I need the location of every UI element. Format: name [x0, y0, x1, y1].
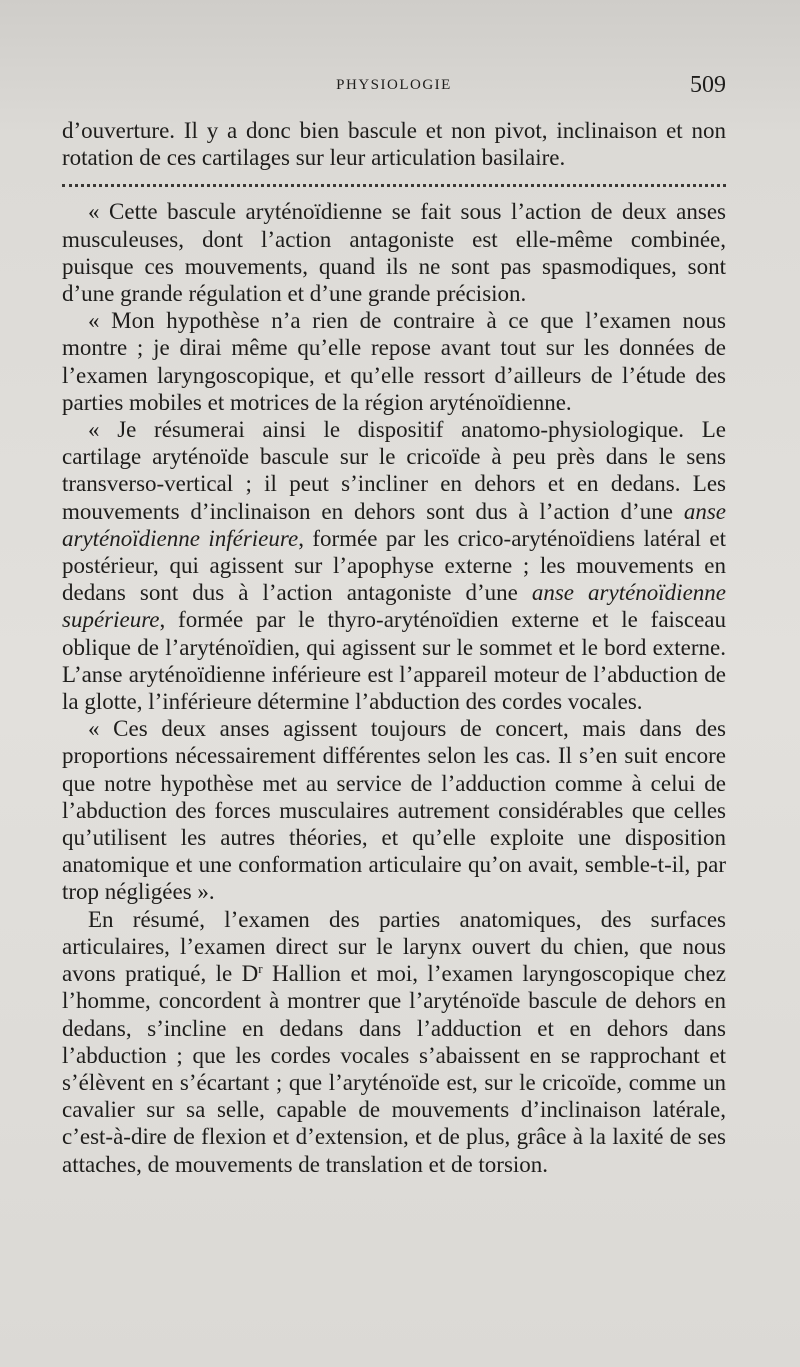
paragraph-4-text-1: « Je résumerai ainsi le dispositif anatomo-physiologique. Le cartilage aryténoïde bascule sur le cricoïde à peu près dans le sens transverso-vertical ; il peut s’incliner en dehors et en dedans. Les mouvements d’inclinaison en dehors sont dus à l’action d’une: [62, 417, 726, 524]
body-text: [62, 117, 726, 1178]
italic-term-inferior-loop: anse aryténoïdienne inférieure: [62, 498, 726, 551]
paragraph-1: d’ouverture. Il y a donc bien bascule et non pivot, inclinaison et non rotation de ces cartilages sur leur articulation basilaire.: [62, 118, 726, 171]
paragraph-6: [62, 906, 726, 1178]
running-title: PHYSIOLOGIE: [336, 77, 452, 93]
paragraph-5: « Ces deux anses agissent toujours de concert, mais dans des proportions nécessairement différentes selon les cas. Il s’en suit encore que notre hypothèse met au service de l’adduction comme à celui de l’abduction des forces musculaires autrement considérables que celles qu’utilisent les autres théories, et qu’elle exploite une disposition anatomique et une conformation articulaire qu’on avait, semble-t-il, par trop négligées ».: [62, 716, 726, 905]
paragraph-4-text-2: , formée par les crico-aryténoïdiens latéral et postérieur, qui agissent sur l’apophyse externe ; les mouvements en dedans sont dus à l’action antagoniste d’une: [62, 525, 726, 606]
running-head: [62, 72, 726, 102]
dotted-ellipsis-rule: [62, 171, 726, 198]
paragraph-4: [62, 416, 726, 715]
paragraph-6-text-2: Hallion et moi, l’examen laryngoscopique chez l’homme, concordent à montrer que l’aryténoïde bascule de dehors en dedans, s’incline en dedans dans l’adduction et en dehors dans l’abduction ; que les cordes vocales s’abaissent en se rapprochant et s’élèvent en s’écartant ; que l’aryténoïde est, sur le cricoïde, comme un cavalier sur sa selle, capable de mouvements d’inclinaison latérale, c’est-à-dire de flexion et d’extension, et de plus, grâce à la laxité de ses attaches, de mouvements de translation et de torsion.: [62, 961, 726, 1177]
page-number: 509: [690, 72, 726, 98]
paragraph-3: « Mon hypothèse n’a rien de contraire à ce que l’examen nous montre ; je dirai même qu’elle repose avant tout sur les données de l’examen laryngoscopique, et qu’elle ressort d’ailleurs de l’étude des parties mobiles et motrices de la région aryténoïdienne.: [62, 308, 726, 415]
italic-term-superior-loop: anse aryténoïdienne supérieure: [62, 580, 726, 633]
paragraph-2: « Cette bascule aryténoïdienne se fait sous l’action de deux anses musculeuses, dont l’action antagoniste est elle-même combinée, puisque ces mouvements, quand ils ne sont pas spasmodiques, sont d’une grande régulation et d’une grande précision.: [62, 199, 726, 307]
paragraph-6-text-1: En résumé, l’examen des parties anatomiques, des surfaces articulaires, l’examen direct sur le larynx ouvert du chien, que nous avons pratiqué, le D: [62, 906, 726, 987]
doctor-superscript: r: [258, 961, 263, 977]
paragraph-4-text-3: , formée par le thyro-aryténoïdien externe et le faisceau oblique de l’aryténoïdien, qui agissent sur le sommet et le bord externe. L’anse aryténoïdienne inférieure est l’appareil moteur de l’abduction de la glotte, l’inférieure détermine l’abduction des cordes vocales.: [62, 607, 726, 715]
